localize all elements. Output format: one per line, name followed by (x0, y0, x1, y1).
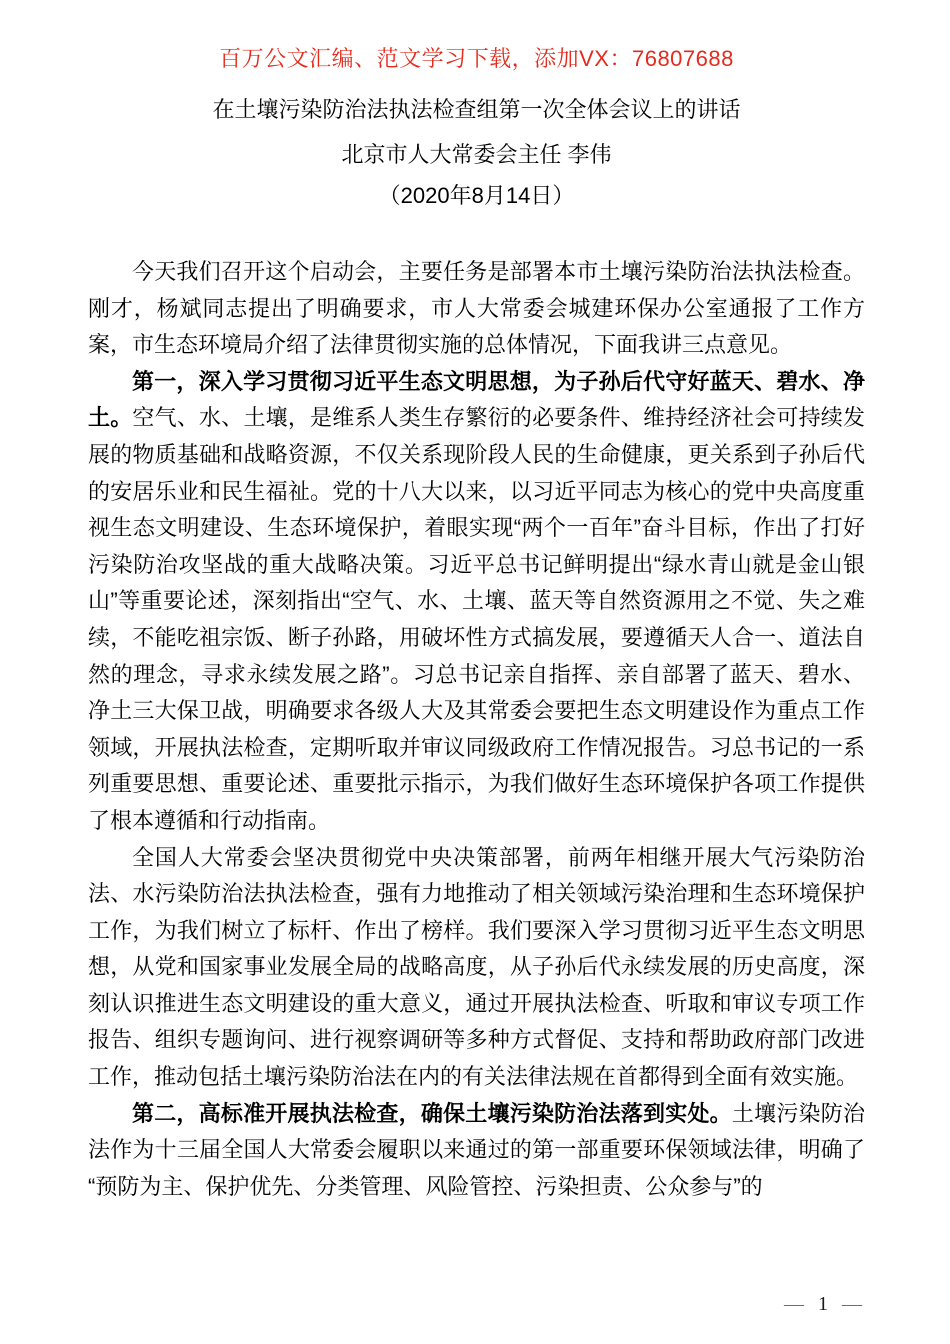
paragraph (88, 1096, 865, 1206)
page-number-dash-right: — (842, 1293, 862, 1315)
promo-line: 百万公文汇编、范文学习下载，添加VX：76807688 (219, 46, 734, 71)
paragraph (88, 254, 865, 364)
paragraph (88, 364, 865, 840)
page-number-dash-left: — (784, 1293, 804, 1315)
paragraph-lead: 第一，深入学习贯彻习近平生态文明思想，为子孙后代守好蓝天、碧水、净土。 (88, 368, 865, 431)
document-body (88, 254, 865, 1205)
page-number-value: 1 (818, 1293, 828, 1315)
document-content (0, 46, 950, 1205)
author-line: 北京市人大常委会主任 李伟 (341, 142, 612, 167)
paragraph-lead: 第二，高标准开展执法检查，确保土壤污染防治法落到实处。 (132, 1100, 732, 1126)
paragraph-text: 土壤污染防治法作为十三届全国人大常委会履职以来通过的第一部重要环保领域法律，明确了“预防为主、保护优先、分类管理、风险管控、污染担责、公众参与”的 (88, 1100, 865, 1199)
paragraph (88, 840, 865, 1096)
paragraph-text: 全国人大常委会坚决贯彻党中央决策部署，前两年相继开展大气污染防治法、水污染防治法执法检查，强有力地推动了相关领域污染治理和生态环境保护工作，为我们树立了标杆、作出了榜样。我们要深入学习贯彻习近平生态文明思想，从党和国家事业发展全局的战略高度，从子孙后代永续发展的历史高度，深刻认识推进生态文明建设的重大意义，通过开展执法检查、听取和审议专项工作报告、组织专题询问、进行视察调研等多种方式督促、支持和帮助政府部门改进工作，推动包括土壤污染防治法在内的有关法律法规在首都得到全面有效实施。 (88, 844, 865, 1090)
paragraph-text: 空气、水、土壤，是维系人类生存繁衍的必要条件、维持经济社会可持续发展的物质基础和战略资源，不仅关系现阶段人民的生命健康，更关系到子孙后代的安居乐业和民生福祉。党的十八大以来，以习近平同志为核心的党中央高度重视生态文明建设、生态环境保护，着眼实现“两个一百年”奋斗目标，作出了打好污染防治攻坚战的重大战略决策。习近平总书记鲜明提出“绿水青山就是金山银山”等重要论述，深刻指出“空气、水、土壤、蓝天等自然资源用之不觉、失之难续，不能吃祖宗饭、断子孙路，用破坏性方式搞发展，要遵循天人合一、道法自然的理念，寻求永续发展之路”。习总书记亲自指挥、亲自部署了蓝天、碧水、净土三大保卫战，明确要求各级人大及其常委会要把生态文明建设作为重点工作领域，开展执法检查，定期听取并审议同级政府工作情况报告。习总书记的一系列重要思想、重要论述、重要批示指示，为我们做好生态环境保护各项工作提供了根本遵循和行动指南。 (88, 405, 865, 833)
date-line: （2020年8月14日） (378, 183, 575, 208)
document-title: 在土壤污染防治法执法检查组第一次全体会议上的讲话 (212, 97, 741, 122)
page-number (784, 1293, 862, 1316)
paragraph-text: 今天我们召开这个启动会，主要任务是部署本市土壤污染防治法执法检查。刚才，杨斌同志提出了明确要求，市人大常委会城建环保办公室通报了工作方案，市生态环境局介绍了法律贯彻实施的总体情况，下面我讲三点意见。 (88, 259, 865, 358)
